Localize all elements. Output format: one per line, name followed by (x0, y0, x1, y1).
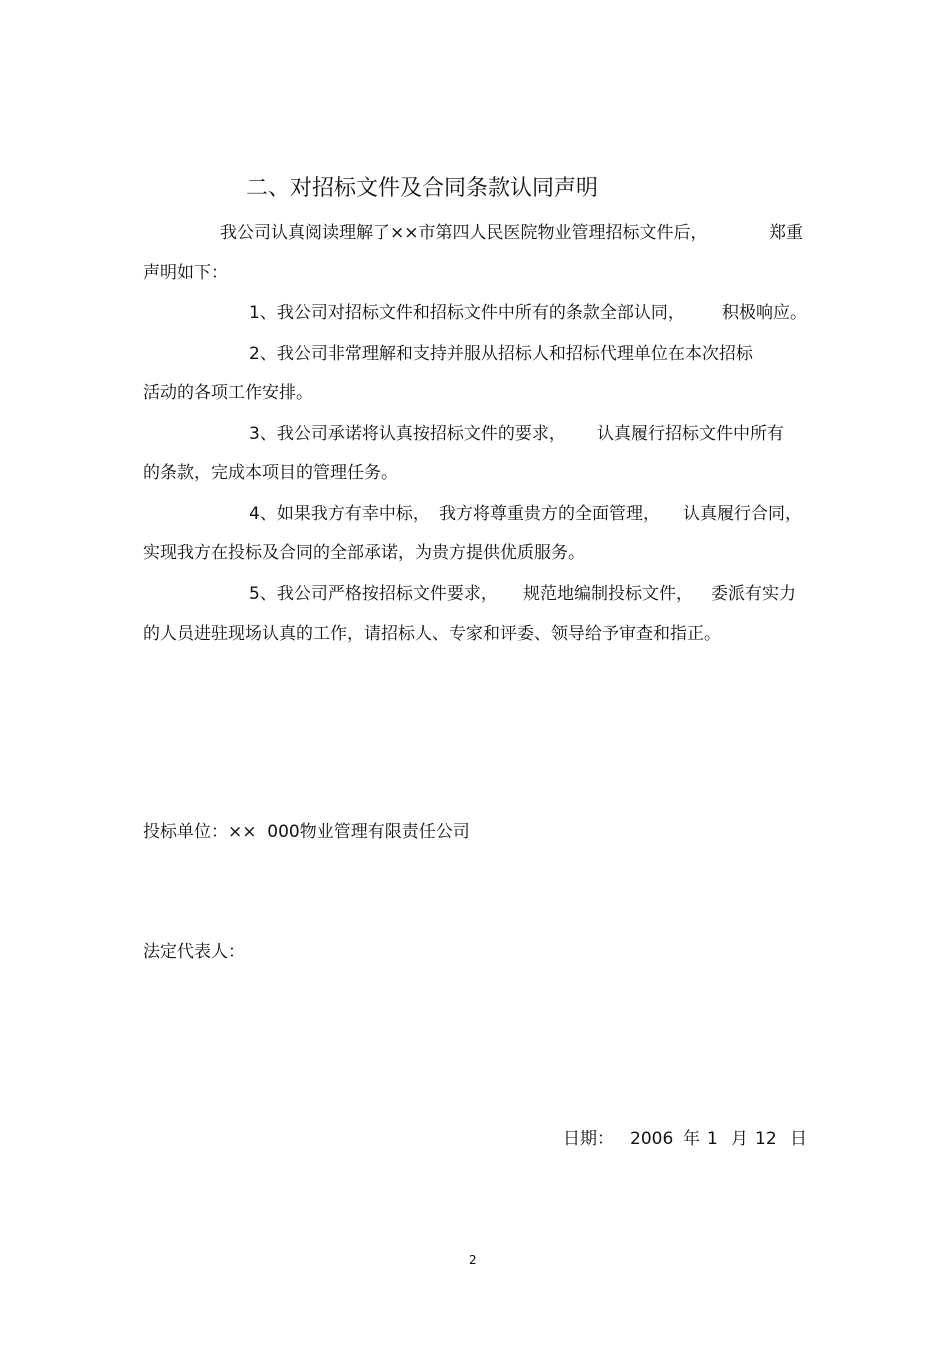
document-title: 二、对招标文件及合同条款认同声明 (246, 176, 599, 201)
item-4-part-2: 我方将尊重贵方的全面管理， (439, 504, 660, 524)
date-year: 2006 (630, 1129, 674, 1149)
page-number: 2 (469, 1253, 477, 1267)
item-1-part-2: 积极响应。 (722, 303, 807, 323)
bidder-unit: 投标单位：×× 000物业管理有限责任公司 (143, 822, 470, 842)
item-4-line2: 实现我方在投标及合同的全部承诺，为贵方提供优质服务。 (143, 543, 585, 563)
intro-line2: 声明如下： (143, 263, 228, 283)
item-5-part-1: 5、我公司严格按招标文件要求， (249, 584, 498, 604)
intro-line1-end: 郑重 (769, 223, 803, 243)
item-5-part-2: 规范地编制投标文件， (523, 584, 693, 604)
item-3-line2: 的条款，完成本项目的管理任务。 (143, 463, 398, 483)
date-month: 1 (707, 1129, 718, 1149)
intro-line1: 我公司认真阅读理解了××市第四人民医院物业管理招标文件后， (220, 223, 708, 243)
item-4-part-1: 4、如果我方有幸中标， (249, 504, 430, 524)
date-year-unit: 年 (683, 1129, 700, 1149)
item-3-part-2: 认真履行招标文件中所有 (597, 424, 784, 444)
item-5-line2: 的人员进驻现场认真的工作，请招标人、专家和评委、领导给予审查和指正。 (143, 624, 721, 644)
date-day: 12 (755, 1129, 777, 1149)
item-5-part-3: 委派有实力 (711, 584, 796, 604)
item-4-part-3: 认真履行合同， (683, 504, 802, 524)
date-month-unit: 月 (731, 1129, 748, 1149)
date-day-unit: 日 (790, 1129, 807, 1149)
item-2-line1: 2、我公司非常理解和支持并服从招标人和招标代理单位在本次招标 (249, 344, 753, 364)
item-1-part-1: 1、我公司对招标文件和招标文件中所有的条款全部认同， (249, 303, 685, 323)
legal-representative-label: 法定代表人： (143, 942, 245, 962)
item-3-part-1: 3、我公司承诺将认真按招标文件的要求， (249, 424, 566, 444)
item-2-line2: 活动的各项工作安排。 (143, 383, 313, 403)
date-label: 日期： (563, 1129, 614, 1149)
